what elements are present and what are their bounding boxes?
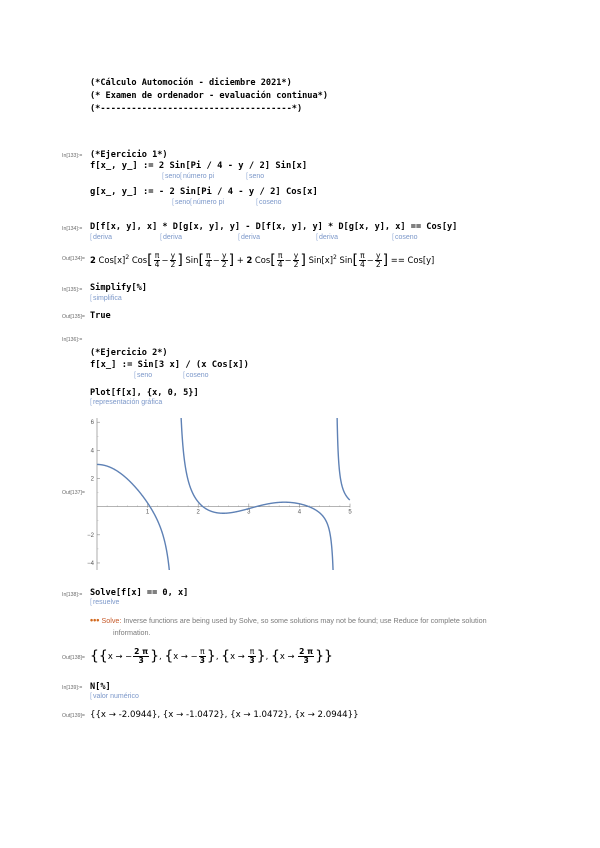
hint-seno-1: [ seno <box>162 173 180 180</box>
hint-seno-2: [ seno <box>246 173 264 180</box>
cell-label-in133: In[133]:= <box>62 153 83 159</box>
hint-resuelve: [ resuelve <box>90 599 119 606</box>
cell-label-in134: In[134]:= <box>62 226 83 232</box>
hint-valor-numerico: [ valor numérico <box>90 693 139 700</box>
y-tick-label-6: 6 <box>90 420 94 427</box>
y-tick-label--2: −2 <box>87 532 94 539</box>
solve-input[interactable]: Solve[f[x] == 0, x] <box>90 588 189 598</box>
g-definition[interactable]: g[x_, y_] := - 2 Sin[Pi / 4 - y / 2] Cos[x] <box>90 187 318 197</box>
y-tick-label--4: −4 <box>87 560 94 567</box>
cell-label-out139: Out[139]= <box>62 713 85 719</box>
out134-expression: 2 $Cos[x]^2$ Cos[ $\frac{\pi}{4}$ − $\frac{y}{2}$ ] Sin[ $\frac{\pi}{4}$ − $\frac{y}{2}$ ] + 2 Cos[ $\frac{\pi}{4}$ − $\frac{y}{2}$ ] $Sin[x]^2$ Sin[ $\frac{\pi}{4}$ − $\frac{y}{2}$ ] == Cos[y] <box>90 251 435 269</box>
warning-text-1: Inverse functions are being used by Solve, so some solutions may not be found; use Reduce for complete solution <box>123 616 487 625</box>
hint-numero-pi-1: [ número pi <box>180 173 214 180</box>
x-tick-label-3: 3 <box>247 509 251 516</box>
hint-coseno-1: [ coseno <box>256 199 282 206</box>
series-curve <box>97 410 350 580</box>
hint-deriva-1: [ deriva <box>90 234 112 241</box>
hint-coseno-3: [ coseno <box>183 372 209 379</box>
solve-output: {{x → − $\frac{2 \pi}{3}$ }, {x → − $\frac{\pi}{3}$ }, {x → $\frac{\pi}{3}$ }, {x → $\frac{2 \pi}{3}$ }} <box>90 647 333 665</box>
hint-seno-3: [ seno <box>172 199 190 206</box>
hint-deriva-2: [ deriva <box>160 234 182 241</box>
hint-deriva-4: [ deriva <box>316 234 338 241</box>
hint-numero-pi-2: [ número pi <box>190 199 224 206</box>
cell-label-in136: In[136]:= <box>62 337 83 343</box>
header-line-2: (* Examen de ordenador - evaluación continua*) <box>90 91 328 101</box>
header-line-3: (*-------------------------------------*) <box>90 104 303 114</box>
ejercicio1-comment[interactable]: (*Ejercicio 1*) <box>90 150 168 160</box>
warning-dots-icon[interactable]: ••• <box>90 615 100 625</box>
header-line-1: (*Cálculo Automoción - diciembre 2021*) <box>90 78 292 88</box>
y-tick-label-4: 4 <box>90 448 94 455</box>
hint-representacion-grafica: [ representación gráfica <box>90 399 162 406</box>
f-definition[interactable]: f[x_, y_] := 2 Sin[Pi / 4 - y / 2] Sin[x] <box>90 161 308 171</box>
plot-chart <box>80 410 360 580</box>
warning-text-2: information. <box>113 628 151 637</box>
derivative-equation[interactable]: D[f[x, y], x] * D[g[x, y], y] - D[f[x, y], y] * D[g[x, y], x] == Cos[y] <box>90 222 458 232</box>
plot-input[interactable]: Plot[f[x], {x, 0, 5}] <box>90 388 199 398</box>
cell-label-out137: Out[137]= <box>62 490 85 496</box>
simplify-output: True <box>90 311 111 321</box>
y-tick-label-2: 2 <box>90 476 94 483</box>
cell-label-in135: In[135]:= <box>62 287 83 293</box>
hint-simplifica: [ simplifica <box>90 295 122 302</box>
hint-seno-4: [ seno <box>134 372 152 379</box>
simplify-input[interactable]: Simplify[%] <box>90 283 147 293</box>
x-tick-label-5: 5 <box>348 509 352 516</box>
cell-label-out135: Out[135]= <box>62 314 85 320</box>
warning-keyword[interactable]: Solve: <box>101 616 122 625</box>
cell-label-in138: In[138]:= <box>62 592 83 598</box>
n-input[interactable]: N[%] <box>90 682 111 692</box>
solve-warning-message <box>90 615 487 625</box>
ejercicio2-comment[interactable]: (*Ejercicio 2*) <box>90 348 168 358</box>
x-tick-label-1: 1 <box>145 509 150 516</box>
f-single-definition[interactable]: f[x_] := Sin[3 x] / (x Cos[x]) <box>90 360 249 370</box>
x-tick-label-4: 4 <box>297 509 302 516</box>
cell-label-out134: Out[134]= <box>62 256 85 262</box>
hint-coseno-2: [ coseno <box>392 234 418 241</box>
hint-deriva-3: [ deriva <box>238 234 260 241</box>
cell-label-out138: Out[138]= <box>62 655 85 661</box>
cell-label-in139: In[139]:= <box>62 685 83 691</box>
x-tick-label-2: 2 <box>196 509 200 516</box>
numeric-output: {{x → -2.0944}, {x → -1.0472}, {x → 1.0472}, {x → 2.0944}} <box>90 710 359 720</box>
